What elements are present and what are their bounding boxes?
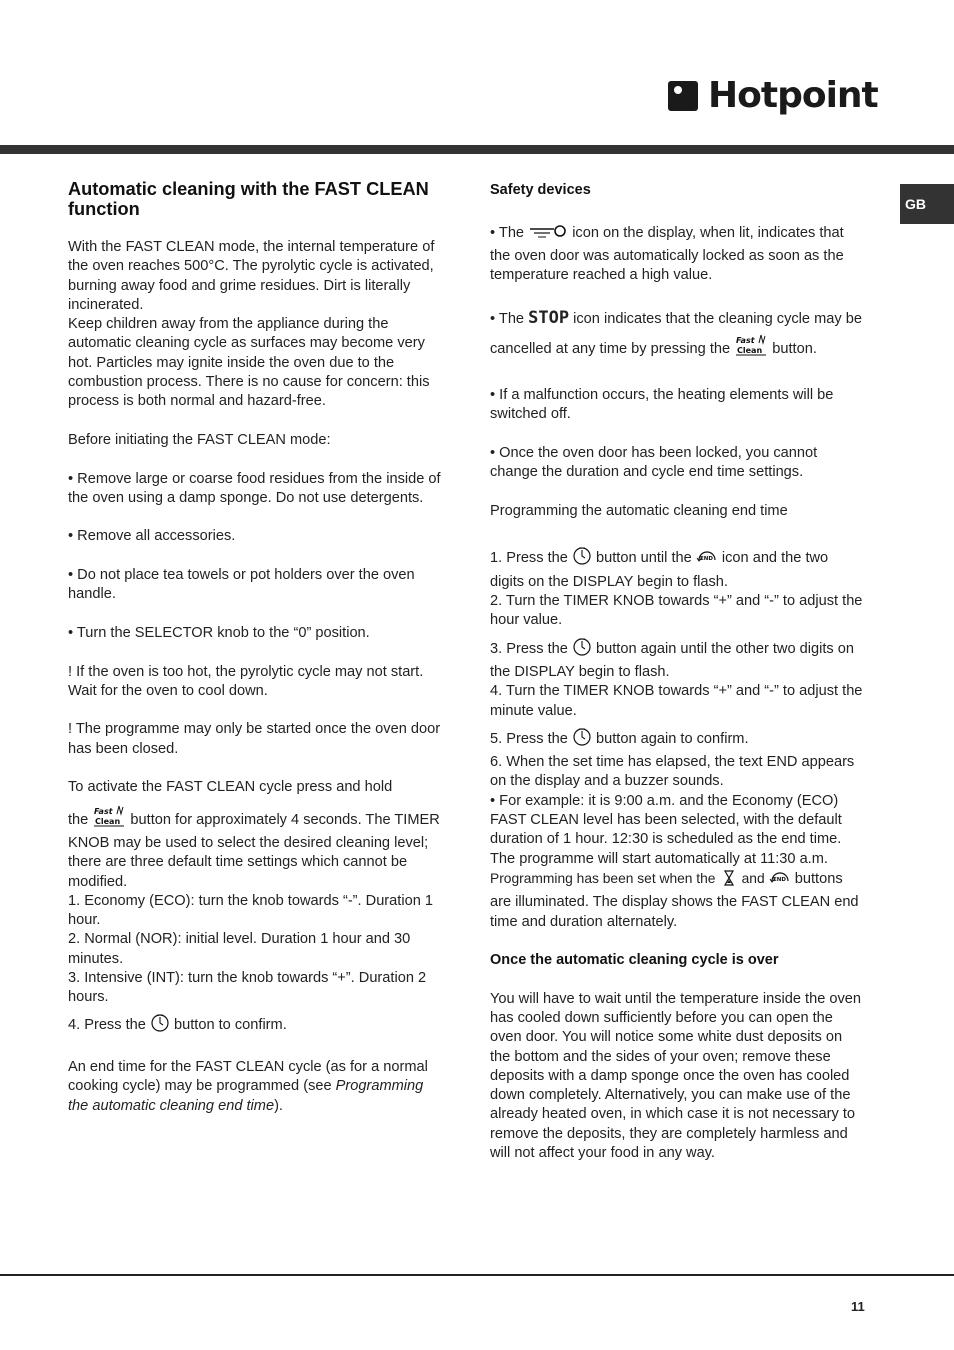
prog-step-4: 4. Turn the TIMER KNOB towards “+” and “-” to adjust the minute value. xyxy=(490,683,863,719)
bullet-selector: • Turn the SELECTOR knob to the “0” position. xyxy=(68,624,370,641)
safety-stop-bullet: • The STOP icon indicates that the cleaning cycle may be cancelled at any time by pressing the Fast Clean button. xyxy=(490,305,864,367)
example-bullet: • For example: it is 9:00 a.m. and the Economy (ECO) FAST CLEAN level has been selected, with the default duration of 1 hour. 12:30 is scheduled as the end time. The programme will start automatically at 11:30 a.m. xyxy=(490,792,842,867)
warning-door: ! The programme may only be started once the oven door has been closed. xyxy=(68,721,441,757)
language-tab: GB xyxy=(900,184,954,224)
safety-locked-bullet: • Once the oven door has been locked, you cannot change the duration and cycle end time settings. xyxy=(490,444,818,481)
stop-icon: STOP xyxy=(528,307,570,328)
safety-lock-bullet: • The icon on the display, when lit, indicates that the oven door was automatically locked as soon as the temperature reached a high value. xyxy=(490,224,844,284)
clock-icon xyxy=(572,546,592,572)
svg-text:Fast: Fast xyxy=(736,335,755,345)
fast-clean-icon xyxy=(734,333,768,367)
level-economy: 1. Economy (ECO): turn the knob towards “-”. Duration 1 hour. xyxy=(68,892,433,929)
level-intensive: 3. Intensive (INT): turn the knob towards “+”. Duration 2 hours. xyxy=(68,969,427,1006)
door-lock-key-icon xyxy=(528,225,568,247)
footer-rule xyxy=(0,1274,954,1276)
page-number: 11 xyxy=(851,1299,865,1314)
level-normal: 2. Normal (NOR): initial level. Duration 1 hour and 30 minutes. xyxy=(68,931,411,967)
cycle-over-heading: Once the automatic cleaning cycle is over xyxy=(490,952,779,969)
warning-hot: ! If the oven is too hot, the pyrolytic cycle may not start. Wait for the oven to cool down. xyxy=(68,663,424,699)
fast-clean-icon xyxy=(92,804,126,834)
header-rule xyxy=(0,145,954,154)
end-time-icon xyxy=(696,548,718,572)
safety-devices-heading: Safety devices xyxy=(490,182,591,198)
activate-line-1: To activate the FAST CLEAN cycle press and hold xyxy=(68,779,393,796)
before-text: Before initiating the FAST CLEAN mode: xyxy=(68,431,331,448)
programming-set-note: Programming has been set when the and END buttons are illuminated. The display shows the FAST CLEAN end time and duration alternately. xyxy=(490,870,859,930)
safety-malfunction-bullet: • If a malfunction occurs, the heating elements will be switched off. xyxy=(490,387,834,423)
prog-step-1: 1. Press the button until the END icon and the two digits on the DISPLAY begin to flash. xyxy=(490,546,864,592)
prog-step-5: 5. Press the button again to confirm. xyxy=(490,727,864,753)
left-column xyxy=(68,179,446,1116)
end-time-reference: Programming the automatic cleaning end time xyxy=(68,1078,424,1114)
clock-icon xyxy=(150,1013,170,1039)
intro-paragraph-2: Keep children away from the appliance during the automatic cleaning cycle as surfaces may become very hot. Particles may ignite inside the oven due to the combustion process. There is no cause for concern: this process is both normal and hazard-free. xyxy=(68,316,430,410)
brand-name: Hotpoint xyxy=(708,75,878,116)
intro-paragraph-1: With the FAST CLEAN mode, the internal temperature of the oven reaches 500°C. The pyrolytic cycle is activated, burning away food and grime residues. Dirt is literally incinerated. xyxy=(68,239,435,313)
bullet-towels: • Do not place tea towels or pot holders over the oven handle. xyxy=(68,567,415,603)
bullet-accessories: • Remove all accessories. xyxy=(68,528,236,545)
section-title: Automatic cleaning with the FAST CLEAN function xyxy=(68,179,429,219)
programming-heading: Programming the automatic cleaning end time xyxy=(490,502,788,519)
prog-step-6: 6. When the set time has elapsed, the text END appears on the display and a buzzer sounds. xyxy=(490,754,855,790)
prog-step-3: 3. Press the button again until the other two digits on the DISPLAY begin to flash. xyxy=(490,637,864,683)
hourglass-icon xyxy=(720,869,738,893)
svg-text:Clean: Clean xyxy=(737,345,763,355)
step-confirm: 4. Press the button to confirm. xyxy=(68,1013,446,1039)
hotpoint-logo xyxy=(668,75,878,116)
svg-text:END: END xyxy=(772,876,786,883)
end-time-icon xyxy=(769,869,791,893)
clock-icon xyxy=(572,637,592,663)
clock-icon xyxy=(572,727,592,753)
prog-step-2: 2. Turn the TIMER KNOB towards “+” and “-” to adjust the hour value. xyxy=(490,593,863,629)
right-column xyxy=(490,181,864,1163)
end-time-note: An end time for the FAST CLEAN cycle (as for a normal cooking cycle) may be programmed (see Programming the automatic cleaning end time). xyxy=(68,1059,428,1114)
svg-text:END: END xyxy=(699,556,713,563)
svg-text:Clean: Clean xyxy=(95,816,121,826)
bullet-residues: • Remove large or coarse food residues from the inside of the oven using a damp sponge. Do not use detergents. xyxy=(68,470,441,506)
svg-text:Fast: Fast xyxy=(94,806,113,816)
hotpoint-logo-mark-icon xyxy=(668,81,698,111)
activate-paragraph: the Fast Clean button for approximately 4 seconds. The TIMER KNOB may be used to select the desired cleaning level; there are three default time settings which cannot be modified. xyxy=(68,804,446,892)
cycle-over-text: You will have to wait until the temperature inside the oven has cooled down sufficiently before you can open the oven door. You will notice some white dust deposits on the bottom and the sides of your oven; remove these deposits with a damp sponge once the oven has cooled down completely. Alternatively, you can make use of the already heated oven, in which case it is not necessary to remove the deposits, they are completely harmless and will not affect your food in any way. xyxy=(490,990,862,1162)
